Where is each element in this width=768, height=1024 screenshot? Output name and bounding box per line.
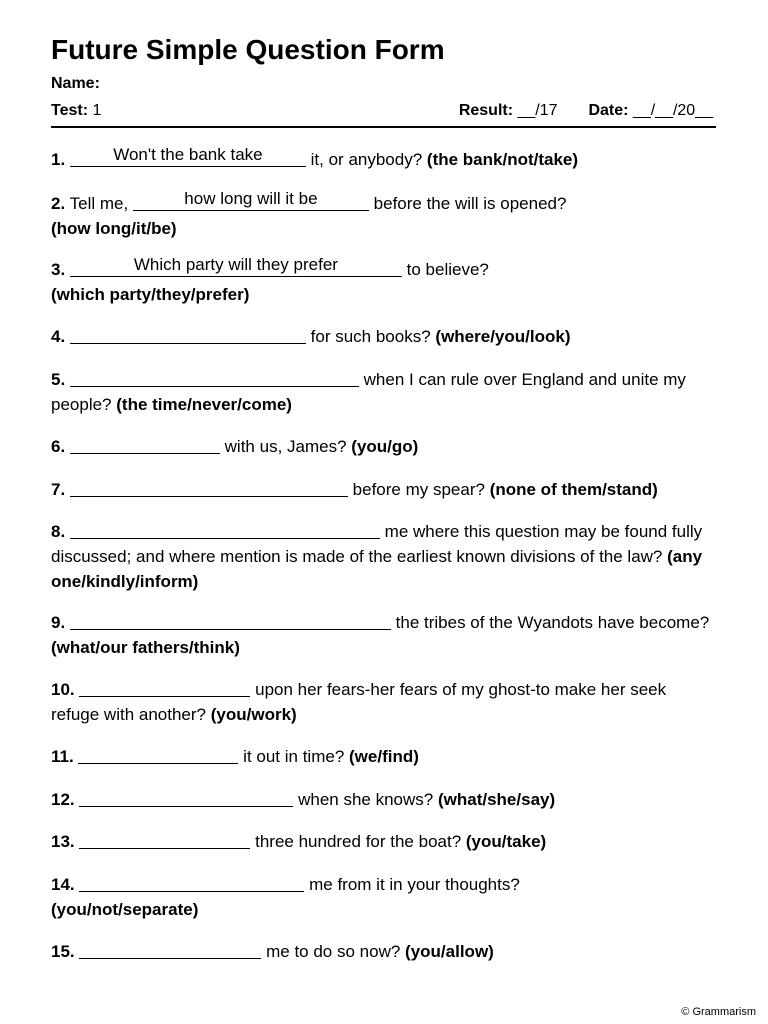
answer-text: Won't the bank take <box>113 145 263 164</box>
result-and-date <box>459 101 713 121</box>
question-number: 1. <box>51 150 66 169</box>
date-label: Date: <box>588 102 629 119</box>
question-text: me from it in your thoughts? <box>309 875 520 894</box>
answer-blank[interactable] <box>70 611 391 630</box>
question-12 <box>51 787 717 812</box>
question-number: 5. <box>51 370 66 389</box>
answer-blank[interactable] <box>70 145 306 167</box>
result-label: Result: <box>458 102 514 119</box>
answer-blank[interactable] <box>70 255 402 277</box>
question-hint: (you/not/separate) <box>51 900 199 919</box>
question-7 <box>51 477 717 502</box>
answer-blank[interactable] <box>70 435 220 454</box>
copyright-footer: © Grammarism <box>681 1006 756 1018</box>
question-text: for such books? <box>310 327 431 346</box>
question-text: it out in time? <box>243 747 345 766</box>
question-number: 13. <box>51 832 75 851</box>
question-number: 10. <box>51 680 75 699</box>
answer-blank[interactable] <box>70 368 359 387</box>
question-8 <box>51 519 717 594</box>
question-text: before my spear? <box>352 480 485 499</box>
question-number: 8. <box>51 522 66 541</box>
question-text: three hundred for the boat? <box>255 832 462 851</box>
header-divider <box>51 126 716 128</box>
question-11 <box>51 744 717 769</box>
question-14 <box>51 872 717 922</box>
worksheet-title: Future Simple Question Form <box>51 34 445 65</box>
question-text-before: Tell me, <box>69 194 129 213</box>
question-4 <box>51 324 717 349</box>
question-hint: (where/you/look) <box>435 327 571 346</box>
question-number: 15. <box>51 942 75 961</box>
question-number: 14. <box>51 875 75 894</box>
question-hint: (you/go) <box>351 437 419 456</box>
question-hint: (which party/they/prefer) <box>51 285 250 304</box>
result-value[interactable]: __/17 <box>517 102 558 119</box>
question-text: me where this question may be found fully discussed; and where mention is made of the earliest known divisions of the law? <box>51 522 703 566</box>
answer-blank[interactable] <box>79 940 261 959</box>
answer-blank[interactable] <box>70 325 306 344</box>
answer-blank[interactable] <box>79 873 304 892</box>
question-number: 3. <box>51 260 66 279</box>
answer-blank[interactable] <box>79 788 293 807</box>
question-hint: (any one/kindly/inform) <box>51 547 703 591</box>
question-5 <box>51 367 717 417</box>
question-10 <box>51 677 717 727</box>
question-number: 4. <box>51 327 66 346</box>
question-hint: (how long/it/be) <box>51 219 177 238</box>
question-text: it, or anybody? <box>310 150 423 169</box>
test-value: 1 <box>92 102 102 119</box>
question-hint: (the bank/not/take) <box>426 150 579 169</box>
question-text: before the will is opened? <box>373 194 567 213</box>
question-hint: (you/take) <box>465 832 547 851</box>
question-2 <box>51 191 717 241</box>
question-number: 6. <box>51 437 66 456</box>
question-hint: (you/allow) <box>405 942 494 961</box>
question-number: 9. <box>51 613 66 632</box>
answer-text: how long will it be <box>184 189 318 208</box>
question-text: the tribes of the Wyandots have become? <box>395 613 710 632</box>
question-hint: (you/work) <box>210 705 297 724</box>
name-field[interactable] <box>51 74 100 94</box>
name-label: Name: <box>51 75 100 92</box>
answer-blank[interactable] <box>79 830 250 849</box>
question-9 <box>51 610 717 660</box>
question-15 <box>51 939 717 964</box>
question-6 <box>51 434 717 459</box>
answer-blank[interactable] <box>70 520 380 539</box>
answer-blank[interactable] <box>79 678 250 697</box>
question-text: me to do so now? <box>266 942 401 961</box>
answer-text: Which party will they prefer <box>133 255 338 274</box>
question-text: when I can rule over England and unite my people? <box>51 370 686 414</box>
question-text: upon her fears-her fears of my ghost-to make her seek refuge with another? <box>51 680 667 724</box>
question-number: 11. <box>51 747 74 766</box>
test-number <box>51 101 101 121</box>
answer-blank[interactable] <box>133 189 369 211</box>
question-hint: (we/find) <box>349 747 419 766</box>
question-number: 2. <box>51 194 66 213</box>
question-hint: (what/our fathers/think) <box>51 638 240 657</box>
question-number: 12. <box>51 790 75 809</box>
answer-blank[interactable] <box>78 745 238 764</box>
question-hint: (none of them/stand) <box>489 480 658 499</box>
question-hint: (the time/never/come) <box>116 395 292 414</box>
question-text: with us, James? <box>224 437 347 456</box>
question-3 <box>51 257 717 307</box>
question-13 <box>51 829 717 854</box>
test-label: Test: <box>51 102 89 119</box>
question-text: to believe? <box>406 260 489 279</box>
question-number: 7. <box>51 480 66 499</box>
question-text: when she knows? <box>298 790 434 809</box>
question-hint: (what/she/say) <box>437 790 556 809</box>
date-value[interactable]: __/__/20__ <box>632 102 713 119</box>
question-1 <box>51 147 717 172</box>
answer-blank[interactable] <box>70 478 348 497</box>
